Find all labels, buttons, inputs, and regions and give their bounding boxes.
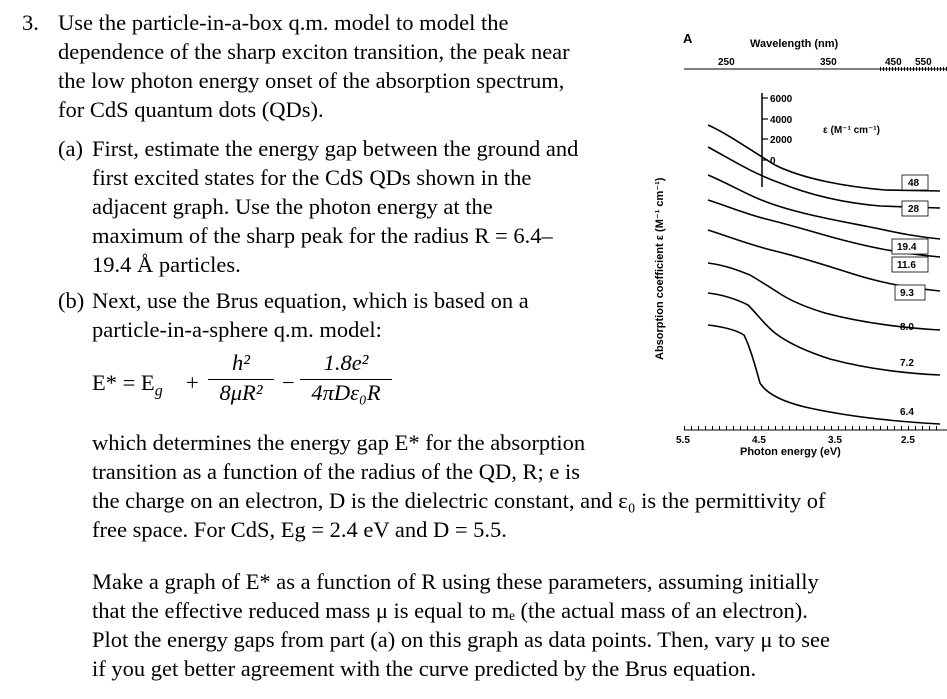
panel-label: A — [683, 31, 693, 46]
equation-plus: + — [186, 370, 199, 395]
final-line-1: Make a graph of E* as a function of R using these parameters, assuming initially — [92, 569, 819, 594]
scale-label-2000: 2000 — [770, 135, 793, 146]
after-eq-line-4: free space. For CdS, Eg = 2.4 eV and D = 5.5. — [92, 517, 507, 542]
top-tick-450: 450 — [885, 57, 902, 68]
bottom-axis-title: Photon energy (eV) — [740, 446, 841, 458]
after-eq-line-2: transition as a function of the radius of the QD, R; e is — [92, 459, 581, 484]
absorption-spectra-figure — [640, 25, 947, 470]
equation-lhs-subscript: g — [154, 382, 163, 400]
top-tick-550: 550 — [915, 57, 932, 68]
top-axis-title: Wavelength (nm) — [750, 38, 839, 50]
radius-label-7.2: 7.2 — [900, 358, 914, 369]
radius-label-8.0: 8.0 — [900, 322, 914, 333]
scale-label-0: 0 — [770, 156, 776, 167]
part-a-label: (a) — [58, 136, 83, 161]
fraction-kinetic-numerator: h² — [232, 350, 250, 375]
spectra-curves — [708, 125, 940, 424]
final-line-3: Plot the energy gaps from part (a) on this graph as data points. Then, vary μ to see — [92, 627, 830, 652]
radius-label-11.6: 11.6 — [897, 260, 916, 271]
part-a-line-1: First, estimate the energy gap between the ground and — [92, 136, 579, 161]
top-tick-250: 250 — [718, 57, 735, 68]
intro-line-4: for CdS quantum dots (QDs). — [58, 97, 324, 122]
intro-line-2: dependence of the sharp exciton transition, the peak near — [58, 39, 570, 64]
final-line-4: if you get better agreement with the curve predicted by the Brus equation. — [92, 656, 757, 681]
after-eq-line-1: which determines the energy gap E* for the absorption — [92, 430, 586, 455]
bottom-tick-4.5: 4.5 — [752, 435, 766, 446]
fraction-coulomb-numerator: 1.8e² — [323, 350, 369, 375]
scale-label-6000: 6000 — [770, 94, 793, 105]
part-a-line-3: adjacent graph. Use the photon energy at the — [92, 194, 493, 219]
radius-labels — [892, 175, 928, 418]
fraction-coulomb-denominator: 4πDε₀R — [300, 379, 392, 406]
radius-label-28: 28 — [908, 204, 920, 215]
equation-minus: − — [282, 370, 295, 395]
bottom-tick-5.5: 5.5 — [676, 435, 690, 446]
radius-label-19.4: 19.4 — [897, 242, 917, 253]
scale-label-4000: 4000 — [770, 115, 793, 126]
part-a-line-5: 19.4 Å particles. — [92, 252, 241, 277]
brus-equation — [92, 370, 163, 401]
intro-line-3: the low photon energy onset of the absorption spectrum, — [58, 68, 565, 93]
radius-label-48: 48 — [908, 178, 920, 189]
fraction-kinetic-denominator: 8μR² — [208, 379, 274, 406]
radius-label-9.3: 9.3 — [900, 288, 914, 299]
part-a-line-4: maximum of the sharp peak for the radius R = 6.4– — [92, 223, 553, 248]
bottom-tick-2.5: 2.5 — [901, 435, 915, 446]
equation-lhs: E* = E — [92, 370, 155, 395]
final-line-2: that the effective reduced mass μ is equal to mₑ (the actual mass of an electron). — [92, 598, 808, 623]
fraction-coulomb — [300, 350, 392, 406]
part-a-line-2: first excited states for the CdS QDs shown in the — [92, 165, 532, 190]
after-eq-line-3: the charge on an electron, D is the dielectric constant, and ε₀ is the permittivity of — [92, 488, 826, 513]
problem-number: 3. — [22, 10, 39, 35]
fraction-kinetic — [208, 350, 274, 406]
scale-bar-unit: ε (M⁻¹ cm⁻¹) — [823, 125, 880, 136]
bottom-tick-3.5: 3.5 — [828, 435, 842, 446]
part-b-line-2: particle-in-a-sphere q.m. model: — [92, 317, 382, 342]
part-b-line-1: Next, use the Brus equation, which is based on a — [92, 288, 529, 313]
top-tick-350: 350 — [820, 57, 837, 68]
radius-label-6.4: 6.4 — [900, 407, 914, 418]
intro-line-1: Use the particle-in-a-box q.m. model to model the — [58, 10, 509, 35]
y-axis-title: Absorption coefficient ε (M⁻¹ cm⁻¹) — [654, 177, 666, 360]
scale-bar — [762, 93, 880, 187]
part-b-label: (b) — [58, 288, 85, 313]
